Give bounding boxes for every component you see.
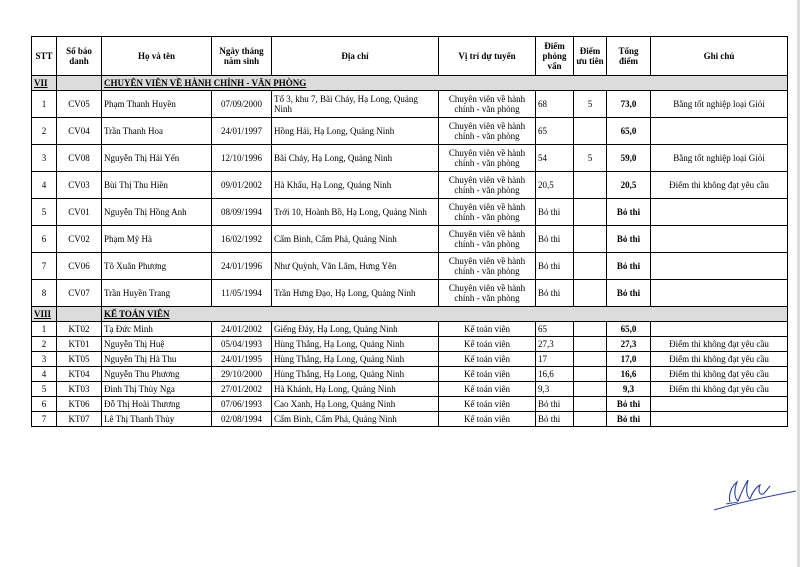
note-cell: Bằng tốt nghiệp loại Giỏi bbox=[651, 91, 788, 118]
header-name: Họ và tên bbox=[102, 37, 212, 76]
dob-cell: 24/01/1997 bbox=[212, 118, 272, 145]
table-row bbox=[32, 91, 788, 118]
position-cell: Chuyên viên về hành chính - văn phòng bbox=[439, 199, 536, 226]
position-cell: Kế toán viên bbox=[439, 382, 536, 397]
dob-cell: 08/09/1994 bbox=[212, 199, 272, 226]
sbd-cell: CV03 bbox=[57, 172, 102, 199]
stt-cell: 1 bbox=[32, 322, 57, 337]
note-cell bbox=[651, 199, 788, 226]
note-cell: Điểm thi không đạt yêu cầu bbox=[651, 352, 788, 367]
total-score-cell: Bỏ thi bbox=[607, 280, 651, 307]
note-cell bbox=[651, 253, 788, 280]
empty-cell bbox=[57, 76, 102, 91]
name-cell: Nguyễn Thị Hồng Anh bbox=[102, 199, 212, 226]
name-cell: Phạm Thanh Huyền bbox=[102, 91, 212, 118]
stt-cell: 4 bbox=[32, 367, 57, 382]
total-score-cell: 20,5 bbox=[607, 172, 651, 199]
position-cell: Kế toán viên bbox=[439, 337, 536, 352]
note-cell: Điểm thi không đạt yêu cầu bbox=[651, 337, 788, 352]
position-cell: Chuyên viên về hành chính - văn phòng bbox=[439, 226, 536, 253]
signature bbox=[712, 468, 798, 516]
table-row bbox=[32, 226, 788, 253]
name-cell: Tô Xuân Phương bbox=[102, 253, 212, 280]
position-cell: Chuyên viên về hành chính - văn phòng bbox=[439, 172, 536, 199]
dob-cell: 24/01/2002 bbox=[212, 322, 272, 337]
priority-score-cell bbox=[574, 226, 607, 253]
table-row bbox=[32, 199, 788, 226]
dob-cell: 16/02/1992 bbox=[212, 226, 272, 253]
stt-cell: 2 bbox=[32, 118, 57, 145]
sbd-cell: CV02 bbox=[57, 226, 102, 253]
sbd-cell: KT01 bbox=[57, 337, 102, 352]
total-score-cell: 16,6 bbox=[607, 367, 651, 382]
position-cell: Chuyên viên về hành chính - văn phòng bbox=[439, 280, 536, 307]
sbd-cell: KT02 bbox=[57, 322, 102, 337]
total-score-cell: 9,3 bbox=[607, 382, 651, 397]
stt-cell: 2 bbox=[32, 337, 57, 352]
stt-cell: 3 bbox=[32, 352, 57, 367]
interview-score-cell: 17 bbox=[536, 352, 574, 367]
priority-score-cell bbox=[574, 172, 607, 199]
dob-cell: 24/01/1996 bbox=[212, 253, 272, 280]
dob-cell: 09/01/2002 bbox=[212, 172, 272, 199]
section-row bbox=[32, 76, 788, 91]
stt-cell: 6 bbox=[32, 226, 57, 253]
stt-cell: 4 bbox=[32, 172, 57, 199]
total-score-cell: Bỏ thi bbox=[607, 253, 651, 280]
address-cell: Hùng Thắng, Hạ Long, Quảng Ninh bbox=[272, 367, 439, 382]
position-cell: Kế toán viên bbox=[439, 352, 536, 367]
dob-cell: 11/05/1994 bbox=[212, 280, 272, 307]
table-row bbox=[32, 382, 788, 397]
header-priority-score: Điểm ưu tiên bbox=[574, 37, 607, 76]
name-cell: Trần Thanh Hoa bbox=[102, 118, 212, 145]
priority-score-cell bbox=[574, 280, 607, 307]
total-score-cell: 27,3 bbox=[607, 337, 651, 352]
position-cell: Chuyên viên về hành chính - văn phòng bbox=[439, 91, 536, 118]
address-cell: Tổ 3, khu 7, Bãi Cháy, Hạ Long, Quảng Ninh bbox=[272, 91, 439, 118]
name-cell: Nguyễn Thị Huệ bbox=[102, 337, 212, 352]
interview-score-cell: 65 bbox=[536, 118, 574, 145]
name-cell: Tạ Đức Minh bbox=[102, 322, 212, 337]
stt-cell: 5 bbox=[32, 199, 57, 226]
address-cell: Hà Khẩu, Hạ Long, Quảng Ninh bbox=[272, 172, 439, 199]
priority-score-cell: 5 bbox=[574, 145, 607, 172]
stt-cell: 3 bbox=[32, 145, 57, 172]
table-row bbox=[32, 322, 788, 337]
name-cell: Trần Huyền Trang bbox=[102, 280, 212, 307]
total-score-cell: 73,0 bbox=[607, 91, 651, 118]
total-score-cell: 65,0 bbox=[607, 118, 651, 145]
position-cell: Chuyên viên về hành chính - văn phòng bbox=[439, 145, 536, 172]
note-cell bbox=[651, 118, 788, 145]
total-score-cell: 65,0 bbox=[607, 322, 651, 337]
priority-score-cell bbox=[574, 412, 607, 427]
total-score-cell: Bỏ thi bbox=[607, 199, 651, 226]
interview-score-cell: 9,3 bbox=[536, 382, 574, 397]
total-score-cell: Bỏ thi bbox=[607, 226, 651, 253]
address-cell: Cẩm Bình, Cẩm Phả, Quảng Ninh bbox=[272, 412, 439, 427]
interview-score-cell: 27,3 bbox=[536, 337, 574, 352]
dob-cell: 29/10/2000 bbox=[212, 367, 272, 382]
stt-cell: 5 bbox=[32, 382, 57, 397]
address-cell: Bãi Cháy, Hạ Long, Quảng Ninh bbox=[272, 145, 439, 172]
dob-cell: 05/04/1993 bbox=[212, 337, 272, 352]
position-cell: Kế toán viên bbox=[439, 367, 536, 382]
name-cell: Đinh Thị Thùy Nga bbox=[102, 382, 212, 397]
dob-cell: 02/08/1994 bbox=[212, 412, 272, 427]
address-cell: Trần Hưng Đạo, Hạ Long, Quảng Ninh bbox=[272, 280, 439, 307]
interview-score-cell: 68 bbox=[536, 91, 574, 118]
position-cell: Kế toán viên bbox=[439, 412, 536, 427]
note-cell bbox=[651, 280, 788, 307]
dob-cell: 12/10/1996 bbox=[212, 145, 272, 172]
name-cell: Nguyễn Thị Hà Thu bbox=[102, 352, 212, 367]
stt-cell: 7 bbox=[32, 253, 57, 280]
note-cell: Điểm thi không đạt yêu cầu bbox=[651, 382, 788, 397]
table-row bbox=[32, 337, 788, 352]
header-note: Ghi chú bbox=[651, 37, 788, 76]
note-cell: Bằng tốt nghiệp loại Giỏi bbox=[651, 145, 788, 172]
table-row bbox=[32, 280, 788, 307]
table-row bbox=[32, 352, 788, 367]
section-title: KẾ TOÁN VIÊN bbox=[102, 307, 788, 322]
position-cell: Kế toán viên bbox=[439, 397, 536, 412]
address-cell: Cẩm Bình, Cẩm Phả, Quảng Ninh bbox=[272, 226, 439, 253]
header-stt: STT bbox=[32, 37, 57, 76]
results-table bbox=[31, 36, 788, 427]
interview-score-cell: 65 bbox=[536, 322, 574, 337]
section-number: VIII bbox=[32, 307, 57, 322]
address-cell: Hùng Thắng, Hạ Long, Quảng Ninh bbox=[272, 352, 439, 367]
name-cell: Lê Thị Thanh Thủy bbox=[102, 412, 212, 427]
header-dob: Ngày tháng năm sinh bbox=[212, 37, 272, 76]
table-row bbox=[32, 172, 788, 199]
note-cell: Điểm thi không đạt yêu cầu bbox=[651, 172, 788, 199]
sbd-cell: KT04 bbox=[57, 367, 102, 382]
header-address: Địa chỉ bbox=[272, 37, 439, 76]
position-cell: Chuyên viên về hành chính - văn phòng bbox=[439, 118, 536, 145]
sbd-cell: KT07 bbox=[57, 412, 102, 427]
address-cell: Như Quỳnh, Văn Lâm, Hưng Yên bbox=[272, 253, 439, 280]
position-cell: Kế toán viên bbox=[439, 322, 536, 337]
dob-cell: 24/01/1995 bbox=[212, 352, 272, 367]
address-cell: Hồng Hải, Hạ Long, Quảng Ninh bbox=[272, 118, 439, 145]
table-row bbox=[32, 253, 788, 280]
name-cell: Đỗ Thị Hoài Thương bbox=[102, 397, 212, 412]
name-cell: Nguyễn Thu Phương bbox=[102, 367, 212, 382]
interview-score-cell: Bỏ thi bbox=[536, 253, 574, 280]
section-title: CHUYÊN VIÊN VỀ HÀNH CHÍNH - VĂN PHÒNG bbox=[102, 76, 788, 91]
header-sbd: Số báo danh bbox=[57, 37, 102, 76]
interview-score-cell: 20,5 bbox=[536, 172, 574, 199]
priority-score-cell bbox=[574, 322, 607, 337]
empty-cell bbox=[57, 307, 102, 322]
interview-score-cell: Bỏ thi bbox=[536, 412, 574, 427]
dob-cell: 27/01/2002 bbox=[212, 382, 272, 397]
sbd-cell: CV08 bbox=[57, 145, 102, 172]
dob-cell: 07/09/2000 bbox=[212, 91, 272, 118]
table-row bbox=[32, 367, 788, 382]
table-row bbox=[32, 412, 788, 427]
address-cell: Trới 10, Hoành Bồ, Hạ Long, Quảng Ninh bbox=[272, 199, 439, 226]
sbd-cell: KT06 bbox=[57, 397, 102, 412]
address-cell: Hùng Thắng, Hạ Long, Quảng Ninh bbox=[272, 337, 439, 352]
stt-cell: 6 bbox=[32, 397, 57, 412]
total-score-cell: 59,0 bbox=[607, 145, 651, 172]
priority-score-cell bbox=[574, 337, 607, 352]
total-score-cell: Bỏ thi bbox=[607, 397, 651, 412]
interview-score-cell: 54 bbox=[536, 145, 574, 172]
priority-score-cell bbox=[574, 199, 607, 226]
total-score-cell: 17,0 bbox=[607, 352, 651, 367]
position-cell: Chuyên viên về hành chính - văn phòng bbox=[439, 253, 536, 280]
priority-score-cell bbox=[574, 253, 607, 280]
interview-score-cell: Bỏ thi bbox=[536, 226, 574, 253]
address-cell: Hà Khánh, Hạ Long, Quảng Ninh bbox=[272, 382, 439, 397]
total-score-cell: Bỏ thi bbox=[607, 412, 651, 427]
name-cell: Bùi Thị Thu Hiền bbox=[102, 172, 212, 199]
address-cell: Giếng Đáy, Hạ Long, Quảng Ninh bbox=[272, 322, 439, 337]
note-cell bbox=[651, 226, 788, 253]
priority-score-cell: 5 bbox=[574, 91, 607, 118]
note-cell bbox=[651, 412, 788, 427]
stt-cell: 1 bbox=[32, 91, 57, 118]
section-row bbox=[32, 307, 788, 322]
table-row bbox=[32, 118, 788, 145]
interview-score-cell: Bỏ thi bbox=[536, 199, 574, 226]
sbd-cell: CV07 bbox=[57, 280, 102, 307]
priority-score-cell bbox=[574, 382, 607, 397]
note-cell bbox=[651, 322, 788, 337]
sbd-cell: KT05 bbox=[57, 352, 102, 367]
stt-cell: 8 bbox=[32, 280, 57, 307]
header-total-score: Tổng điểm bbox=[607, 37, 651, 76]
name-cell: Nguyễn Thị Hải Yến bbox=[102, 145, 212, 172]
name-cell: Phạm Mỹ Hà bbox=[102, 226, 212, 253]
priority-score-cell bbox=[574, 118, 607, 145]
interview-score-cell: Bỏ thi bbox=[536, 397, 574, 412]
sbd-cell: CV04 bbox=[57, 118, 102, 145]
header-row bbox=[32, 37, 788, 76]
priority-score-cell bbox=[574, 367, 607, 382]
dob-cell: 07/06/1993 bbox=[212, 397, 272, 412]
section-number: VII bbox=[32, 76, 57, 91]
sbd-cell: CV01 bbox=[57, 199, 102, 226]
sbd-cell: CV06 bbox=[57, 253, 102, 280]
table-row bbox=[32, 145, 788, 172]
header-interview-score: Điểm phỏng vấn bbox=[536, 37, 574, 76]
priority-score-cell bbox=[574, 352, 607, 367]
header-position: Vị trí dự tuyển bbox=[439, 37, 536, 76]
table-row bbox=[32, 397, 788, 412]
sbd-cell: KT03 bbox=[57, 382, 102, 397]
note-cell: Điểm thi không đạt yêu cầu bbox=[651, 367, 788, 382]
address-cell: Cao Xanh, Hạ Long, Quảng Ninh bbox=[272, 397, 439, 412]
interview-score-cell: 16,6 bbox=[536, 367, 574, 382]
stt-cell: 7 bbox=[32, 412, 57, 427]
sbd-cell: CV05 bbox=[57, 91, 102, 118]
interview-score-cell: Bỏ thi bbox=[536, 280, 574, 307]
priority-score-cell bbox=[574, 397, 607, 412]
note-cell bbox=[651, 397, 788, 412]
